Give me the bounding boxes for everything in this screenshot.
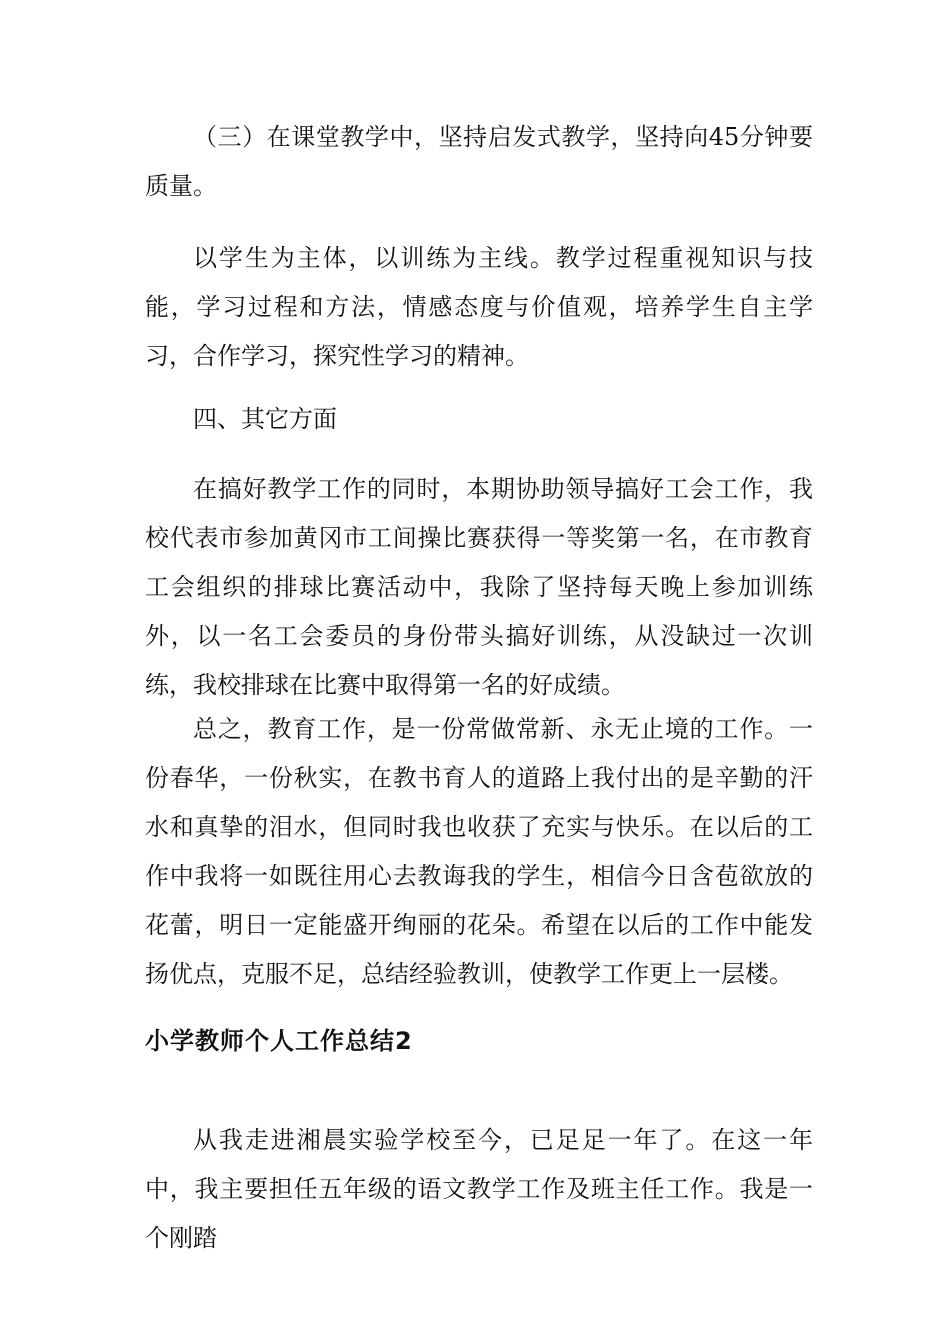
paragraph-other-aspects-heading: 四、其它方面 xyxy=(193,405,337,433)
paragraph-summary-2-intro: 从我走进湘晨实验学校至今，已足足一年了。在这一年中，我主要担任五年级的语文教学工作及班主任工作。我是一个刚踏 xyxy=(145,1126,813,1252)
paragraph-union-work: 在搞好教学工作的同时，本期协助领导搞好工会工作，我校代表市参加黄冈市工间操比赛获得一等奖第一名，在市教育工会组织的排球比赛活动中，我除了坚持每天晚上参加训练外，以一名工会委员的身份带头搞好训练，从没缺过一次训练，我校排球在比赛中取得第一名的好成绩。 xyxy=(145,475,813,699)
paragraph-student-centered: 以学生为主体，以训练为主线。教学过程重视知识与技能，学习过程和方法，情感态度与价值观，培养学生自主学习，合作学习，探究性学习的精神。 xyxy=(145,244,813,370)
paragraph-conclusion: 总之，教育工作，是一份常做常新、永无止境的工作。一份春华，一份秋实，在教书育人的道路上我付出的是辛勤的汗水和真挚的泪水，但同时我也收获了充实与快乐。在以后的工作中我将一如既往用心去教诲我的学生，相信今日含苞欲放的花蕾，明日一定能盛开绚丽的花朵。希望在以后的工作中能发扬优点，克服不足，总结经验教训，使教学工作更上一层楼。 xyxy=(145,715,813,988)
paragraph-classroom-teaching: （三）在课堂教学中，坚持启发式教学，坚持向45分钟要质量。 xyxy=(145,123,813,200)
section-title: 小学教师个人工作总结2 xyxy=(145,1027,413,1055)
